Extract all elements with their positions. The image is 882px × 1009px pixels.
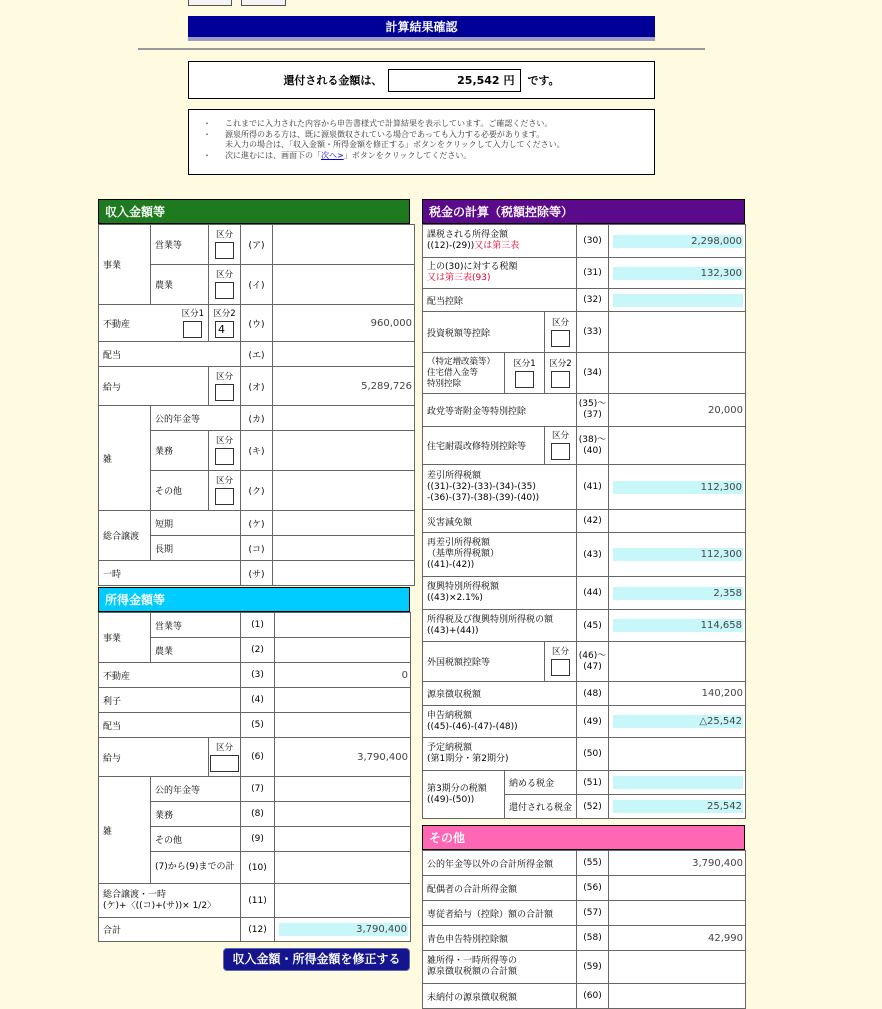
other-r57-label: 専従者給与（控除）額の合計額 xyxy=(423,901,577,926)
income-haito-value xyxy=(273,342,415,367)
row-number: (オ) xyxy=(241,367,273,406)
tax-r38-label: 住宅耐震改修特別控除等 xyxy=(423,427,545,465)
shotoku-fudosan-label: 不動産 xyxy=(99,663,241,688)
refund-amount-box xyxy=(388,69,521,92)
bullet: ・ xyxy=(203,129,211,139)
row-number: (8) xyxy=(241,802,275,827)
shotoku-kyuyo-label: 給与 xyxy=(99,738,209,777)
income-kyuyo-label: 給与 xyxy=(99,367,209,406)
shotoku-section-header: 所得金額等 xyxy=(98,587,410,612)
kubun-input[interactable] xyxy=(215,448,234,465)
row-number: (ウ) xyxy=(241,305,273,342)
income-ichiji-value xyxy=(273,561,415,586)
tax-r35-value: 20,000 xyxy=(609,394,746,427)
row-number: (50) xyxy=(577,738,609,771)
income-zatsu-label: 雑 xyxy=(99,406,151,511)
tax-r31-value: 132,300 xyxy=(613,267,743,280)
shotoku-kyuyo-value: 3,790,400 xyxy=(275,738,411,777)
income-table xyxy=(98,224,415,586)
row-number: (41) xyxy=(577,465,609,510)
tax-r41-value: 112,300 xyxy=(613,481,743,494)
kubun2-input[interactable] xyxy=(551,371,570,388)
row-number: (ア) xyxy=(241,225,273,265)
income-sogo-label: 総合譲渡 xyxy=(99,511,151,561)
row-number: (56) xyxy=(577,876,609,901)
income-fudosan-value: 960,000 xyxy=(273,305,415,342)
shotoku-gyomu-label: 業務 xyxy=(151,802,241,827)
bullet: ・ xyxy=(203,119,211,128)
row-number: (7) xyxy=(241,777,275,802)
fix-income-button[interactable]: 収入金額・所得金額を修正する xyxy=(223,948,410,971)
shotoku-koteki-value xyxy=(275,777,411,802)
shotoku-zatsu-total-value xyxy=(275,852,411,884)
row-number: (31) xyxy=(577,258,609,289)
kubun-input[interactable] xyxy=(215,384,234,401)
tax-r46-label: 外国税額控除等 xyxy=(423,642,545,682)
tax-r41-label: 差引所得税額 ((31)-(32)-(33)-(34)-(35) -(36)-(37)-(38)-(39)-(40)) xyxy=(423,465,577,510)
kubun-input[interactable] xyxy=(210,755,239,772)
bullet: ・ xyxy=(203,150,211,160)
kubun1-label: 区分1 xyxy=(181,308,204,319)
tax-r43-value: 112,300 xyxy=(613,548,743,561)
row-number: (45) xyxy=(577,610,609,642)
kubun1-input[interactable] xyxy=(515,371,534,388)
refund-amount: 25,542 xyxy=(457,73,500,87)
row-number: (48) xyxy=(577,682,609,706)
shotoku-rishi-label: 利子 xyxy=(99,688,241,713)
row-number: (12) xyxy=(241,918,275,942)
row-number: (43) xyxy=(577,533,609,577)
row-number: (11) xyxy=(241,884,275,918)
notice-line: 源泉所得のある方は、既に源泉徴収されている場合であっても入力する必要があります。 xyxy=(225,129,545,139)
row-number: (3) xyxy=(241,663,275,688)
tax-section-header: 税金の計算（税額控除等） xyxy=(422,199,745,224)
row-number: (イ) xyxy=(241,265,273,305)
tax-r30-label: 課税される所得金額 ((12)-(29))又は第三表 xyxy=(423,225,577,258)
kubun-input[interactable] xyxy=(551,659,570,676)
other-r58-label: 青色申告特別控除額 xyxy=(423,926,577,951)
refund-summary xyxy=(188,61,655,99)
row-number: (44) xyxy=(577,577,609,610)
shotoku-gokei-value: 3,790,400 xyxy=(279,923,408,936)
kubun1-label: 区分1 xyxy=(513,358,536,369)
kubun-label: 区分 xyxy=(215,270,233,280)
row-number: (カ) xyxy=(241,406,273,431)
shotoku-sonota-label: その他 xyxy=(151,827,241,852)
refund-unit: 円 xyxy=(503,73,515,87)
income-tanki-label: 短期 xyxy=(151,511,241,536)
income-section-header: 収入金額等 xyxy=(98,199,410,224)
shotoku-zatsu-label: 雑 xyxy=(99,777,151,884)
other-r55-label: 公的年金等以外の合計所得金額 xyxy=(423,851,577,876)
row-number: (ク) xyxy=(241,471,273,511)
row-number: (38)～ (40) xyxy=(577,427,609,465)
top-nav-button-1[interactable] xyxy=(188,0,232,6)
row-number: (6) xyxy=(241,738,275,777)
tax-r34-value xyxy=(609,353,746,394)
row-number: (コ) xyxy=(241,536,273,561)
row-number: (10) xyxy=(241,852,275,884)
other-r60-value xyxy=(609,984,746,1009)
kubun-input[interactable] xyxy=(215,488,234,505)
tax-r32-value xyxy=(613,294,743,307)
other-r56-value xyxy=(609,876,746,901)
tax-r52-label: 還付される税金 xyxy=(505,795,577,819)
divider xyxy=(138,48,705,50)
row-number: (34) xyxy=(577,353,609,394)
row-number: (5) xyxy=(241,713,275,738)
tax-r49-label: 申告納税額 ((45)-(46)-(47)-(48)) xyxy=(423,706,577,738)
income-fudosan-label: 不動産 xyxy=(103,319,131,330)
income-sonota-value xyxy=(273,471,415,511)
kubun-label: 区分 xyxy=(551,647,569,657)
next-link[interactable]: 次へ> xyxy=(321,150,344,160)
shotoku-gyomu-value xyxy=(275,802,411,827)
tax-r44-value: 2,358 xyxy=(613,587,743,600)
shotoku-table xyxy=(98,612,411,942)
kubun2-label: 区分2 xyxy=(549,358,572,369)
shotoku-nogyo-label: 農業 xyxy=(151,638,241,663)
income-eigyo-label: 営業等 xyxy=(151,225,209,265)
other-table xyxy=(422,850,746,1009)
shotoku-sogo-value xyxy=(275,884,411,918)
shotoku-haito-label: 配当 xyxy=(99,713,241,738)
tax-table xyxy=(422,224,746,819)
tax-r50-label: 予定納税額 (第1期分・第2期分) xyxy=(423,738,577,771)
row-number: (9) xyxy=(241,827,275,852)
tax-r45-value: 114,658 xyxy=(613,619,743,632)
income-eigyo-value xyxy=(273,225,415,265)
shotoku-fudosan-value: 0 xyxy=(275,663,411,688)
kubun-label: 区分 xyxy=(215,436,233,446)
row-number: (52) xyxy=(577,795,609,819)
kubun-input[interactable] xyxy=(215,282,234,299)
refund-prefix: 還付される金額は、 xyxy=(283,74,383,87)
row-number: (30) xyxy=(577,225,609,258)
income-gyomu-label: 業務 xyxy=(151,431,209,471)
other-r60-label: 未納付の源泉徴収税額 xyxy=(423,984,577,1009)
row-number: (60) xyxy=(577,984,609,1009)
income-haito-label: 配当 xyxy=(99,342,241,367)
tax-r43-label: 再差引所得税額 （基準所得税額） ((41)-(42)) xyxy=(423,533,577,577)
kubun-input[interactable] xyxy=(215,242,234,259)
tax-r49-value: △25,542 xyxy=(613,715,743,728)
shotoku-eigyo-value xyxy=(275,613,411,638)
tax-r42-label: 災害減免額 xyxy=(423,510,577,533)
income-sonota-label: その他 xyxy=(151,471,209,511)
notice-line: 次に進むには、画面下の「次へ>」ボタンをクリックしてください。 xyxy=(225,150,472,160)
shotoku-jigyo-label: 事業 xyxy=(99,613,151,663)
row-number: (キ) xyxy=(241,431,273,471)
shotoku-rishi-value xyxy=(275,688,411,713)
row-number: (サ) xyxy=(241,561,273,586)
kubun-label: 区分 xyxy=(216,742,234,753)
row-number: (46)～ (47) xyxy=(577,642,609,682)
tax-r42-value xyxy=(609,510,746,533)
notice-line: これまでに入力された内容から申告書様式で計算結果を表示しています。ご確認ください。 xyxy=(225,119,553,128)
notice-box xyxy=(188,109,655,175)
kubun-label: 区分 xyxy=(215,230,233,240)
shotoku-haito-value xyxy=(275,713,411,738)
row-number: (2) xyxy=(241,638,275,663)
other-r59-value xyxy=(609,951,746,984)
row-number: (ケ) xyxy=(241,511,273,536)
shotoku-nogyo-value xyxy=(275,638,411,663)
income-jigyo-label: 事業 xyxy=(99,225,151,305)
tax-r48-label: 源泉徴収税額 xyxy=(423,682,577,706)
income-gyomu-value xyxy=(273,431,415,471)
kubun-input[interactable] xyxy=(551,443,570,460)
tax-r51-value xyxy=(613,776,743,789)
kubun1-input[interactable] xyxy=(183,321,202,338)
row-number: (35)～ (37) xyxy=(577,394,609,427)
income-nogyo-label: 農業 xyxy=(151,265,209,305)
row-number: (51) xyxy=(577,771,609,795)
tax-r34-label: （特定増改築等） 住宅借入金等 特別控除 xyxy=(423,353,505,394)
kubun-label: 区分 xyxy=(551,431,569,441)
tax-r31-label: 上の(30)に対する税額 又は第三表(93) xyxy=(423,258,577,289)
row-number: (49) xyxy=(577,706,609,738)
top-nav-button-2[interactable] xyxy=(241,0,286,6)
tax-r32-label: 配当控除 xyxy=(423,289,577,312)
tax-r45-label: 所得税及び復興特別所得税の額 ((43)+(44)) xyxy=(423,610,577,642)
row-number: (1) xyxy=(241,613,275,638)
kubun2-label: 区分2 xyxy=(213,308,236,319)
refund-suffix: です。 xyxy=(527,74,560,87)
other-section-header: その他 xyxy=(422,825,745,850)
income-choki-label: 長期 xyxy=(151,536,241,561)
shotoku-eigyo-label: 営業等 xyxy=(151,613,241,638)
tax-r33-label: 投資税額等控除 xyxy=(423,312,545,353)
tax-r50-value xyxy=(609,738,746,771)
shotoku-zatsu-total-label: (7)から(9)までの計 xyxy=(151,852,241,884)
kubun-label: 区分 xyxy=(215,476,233,486)
income-kyuyo-value: 5,289,726 xyxy=(273,367,415,406)
tax-r52-value: 25,542 xyxy=(613,800,743,813)
other-r55-value: 3,790,400 xyxy=(609,851,746,876)
row-number: (42) xyxy=(577,510,609,533)
income-tanki-value xyxy=(273,511,415,536)
income-koteki-value xyxy=(273,406,415,431)
kubun2-input[interactable]: 4 xyxy=(215,321,234,338)
row-number: (32) xyxy=(577,289,609,312)
income-nogyo-value xyxy=(273,265,415,305)
tax-r51-group-label: 第3期分の税額 ((49)-(50)) xyxy=(423,771,505,819)
other-r58-value: 42,990 xyxy=(609,926,746,951)
income-koteki-label: 公的年金等 xyxy=(151,406,241,431)
row-number: (58) xyxy=(577,926,609,951)
shotoku-gokei-label: 合計 xyxy=(99,918,241,942)
row-number: (エ) xyxy=(241,342,273,367)
other-r56-label: 配偶者の合計所得金額 xyxy=(423,876,577,901)
tax-r35-label: 政党等寄附金等特別控除 xyxy=(423,394,577,427)
other-r57-value xyxy=(609,901,746,926)
notice-line: 未入力の場合は、「収入金額・所得金額を修正する」ボタンをクリックして入力してください。 xyxy=(225,140,565,150)
kubun-label: 区分 xyxy=(215,371,233,382)
shotoku-sonota-value xyxy=(275,827,411,852)
income-choki-value xyxy=(273,536,415,561)
tax-r33-value xyxy=(609,312,746,353)
tax-r46-value xyxy=(609,642,746,682)
tax-r51-label: 納める税金 xyxy=(505,771,577,795)
page-title: 計算結果確認 xyxy=(188,16,655,41)
shotoku-koteki-label: 公的年金等 xyxy=(151,777,241,802)
shotoku-sogo-label: 総合譲渡・一時 (ケ)+〈((コ)+(サ))× 1/2〉 xyxy=(99,884,241,918)
kubun-input[interactable] xyxy=(551,330,570,347)
row-number: (55) xyxy=(577,851,609,876)
row-number: (59) xyxy=(577,951,609,984)
income-ichiji-label: 一時 xyxy=(99,561,241,586)
kubun-label: 区分 xyxy=(551,317,569,328)
tax-r48-value: 140,200 xyxy=(609,682,746,706)
tax-r30-value: 2,298,000 xyxy=(613,235,743,248)
row-number: (33) xyxy=(577,312,609,353)
row-number: (4) xyxy=(241,688,275,713)
row-number: (57) xyxy=(577,901,609,926)
other-r59-label: 雑所得・一時所得等の 源泉徴収税額の合計額 xyxy=(423,951,577,984)
tax-r38-value xyxy=(609,427,746,465)
tax-r44-label: 復興特別所得税額 ((43)×2.1%) xyxy=(423,577,577,610)
